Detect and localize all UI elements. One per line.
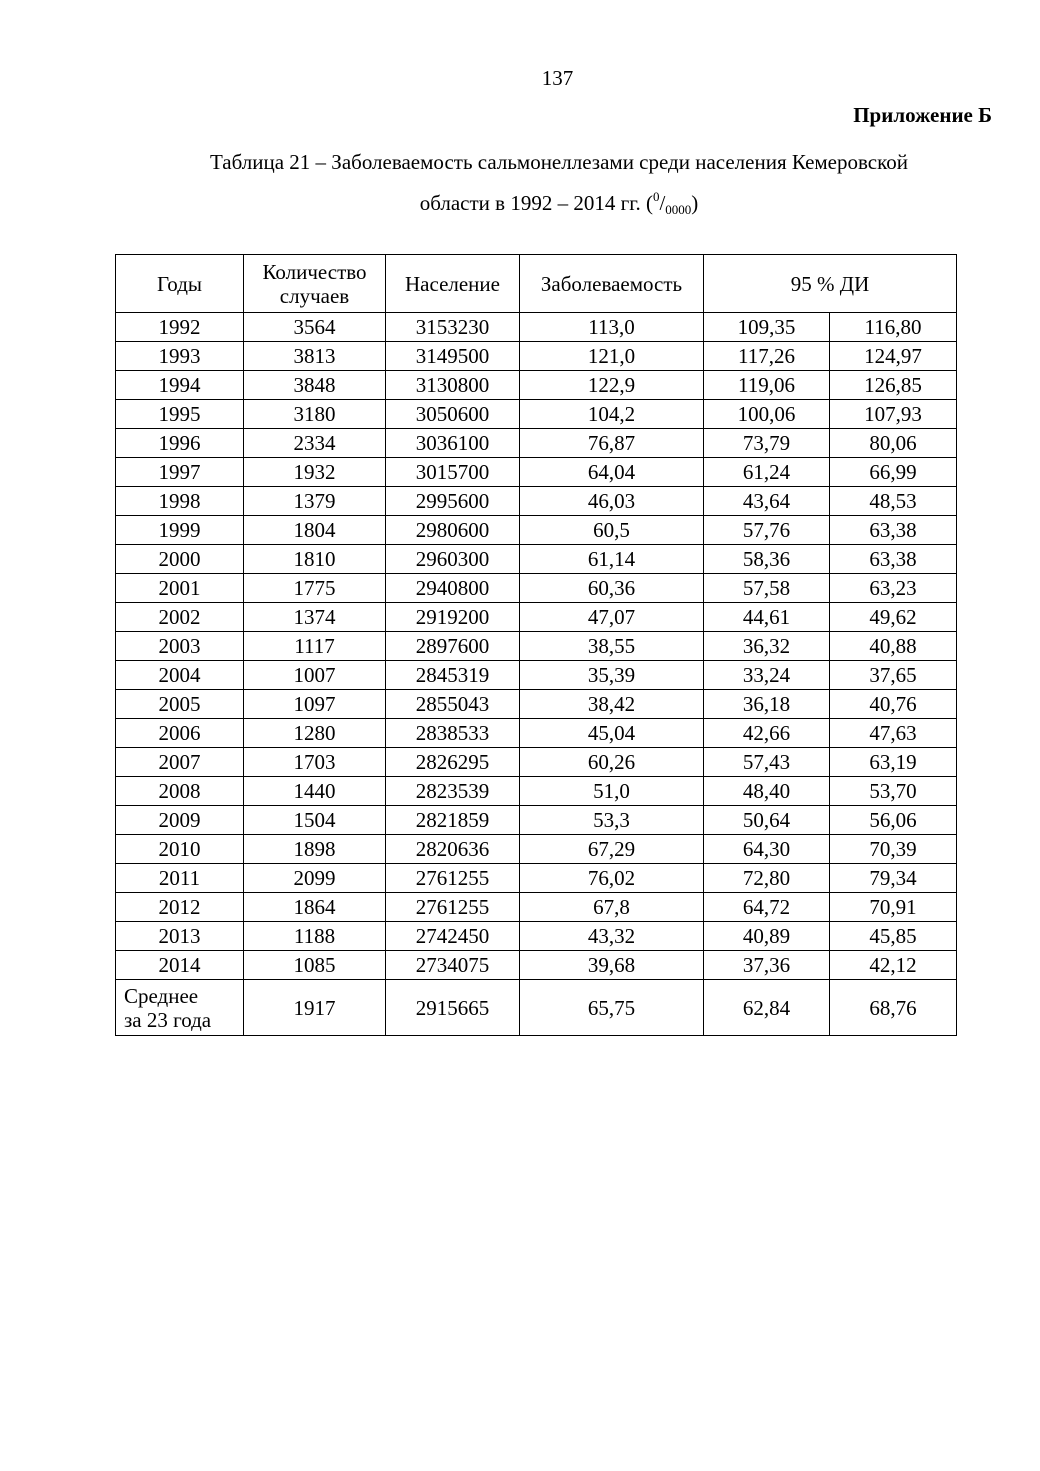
header-year: Годы (116, 255, 244, 313)
average-population: 2915665 (386, 980, 520, 1036)
cell-ci-low: 100,06 (704, 400, 830, 429)
cell-ci-low: 42,66 (704, 719, 830, 748)
cell-incidence: 104,2 (520, 400, 704, 429)
cell-ci-low: 33,24 (704, 661, 830, 690)
cell-year: 2006 (116, 719, 244, 748)
cell-ci-low: 109,35 (704, 313, 830, 342)
cell-ci-low: 36,32 (704, 632, 830, 661)
cell-incidence: 122,9 (520, 371, 704, 400)
table-row (116, 342, 957, 371)
cell-incidence: 38,42 (520, 690, 704, 719)
cell-incidence: 67,29 (520, 835, 704, 864)
cell-incidence: 51,0 (520, 777, 704, 806)
cell-cases: 1775 (244, 574, 386, 603)
cell-year: 1997 (116, 458, 244, 487)
cell-population: 2823539 (386, 777, 520, 806)
cell-ci-low: 61,24 (704, 458, 830, 487)
header-population: Население (386, 255, 520, 313)
table-row (116, 719, 957, 748)
cell-ci-high: 66,99 (830, 458, 957, 487)
cell-population: 3149500 (386, 342, 520, 371)
cell-incidence: 76,87 (520, 429, 704, 458)
page-number: 137 (541, 66, 574, 90)
cell-population: 2838533 (386, 719, 520, 748)
cell-ci-low: 57,76 (704, 516, 830, 545)
cell-ci-high: 40,76 (830, 690, 957, 719)
cell-population: 2742450 (386, 922, 520, 951)
cell-ci-high: 63,23 (830, 574, 957, 603)
cell-year: 2011 (116, 864, 244, 893)
cell-incidence: 64,04 (520, 458, 704, 487)
cell-incidence: 113,0 (520, 313, 704, 342)
table-row (116, 545, 957, 574)
cell-cases: 2099 (244, 864, 386, 893)
average-ci-low: 62,84 (704, 980, 830, 1036)
cell-cases: 1280 (244, 719, 386, 748)
cell-cases: 1374 (244, 603, 386, 632)
table-row (116, 806, 957, 835)
cell-year: 2002 (116, 603, 244, 632)
table-row (116, 429, 957, 458)
cell-population: 2855043 (386, 690, 520, 719)
cell-cases: 3564 (244, 313, 386, 342)
cell-ci-high: 63,38 (830, 545, 957, 574)
cell-cases: 1097 (244, 690, 386, 719)
cell-year: 1995 (116, 400, 244, 429)
table-body (116, 313, 957, 980)
cell-incidence: 60,26 (520, 748, 704, 777)
cell-ci-high: 79,34 (830, 864, 957, 893)
cell-ci-low: 37,36 (704, 951, 830, 980)
table-header-row (116, 255, 957, 313)
average-ci-high: 68,76 (830, 980, 957, 1036)
table-row (116, 748, 957, 777)
cell-ci-high: 124,97 (830, 342, 957, 371)
cell-ci-high: 56,06 (830, 806, 957, 835)
cell-year: 2009 (116, 806, 244, 835)
caption-line-2-text: области в 1992 – 2014 гг. ( (419, 191, 653, 215)
cell-year: 2004 (116, 661, 244, 690)
cell-incidence: 43,32 (520, 922, 704, 951)
cell-cases: 1440 (244, 777, 386, 806)
table-row (116, 487, 957, 516)
cell-ci-high: 80,06 (830, 429, 957, 458)
cell-incidence: 76,02 (520, 864, 704, 893)
average-incidence: 65,75 (520, 980, 704, 1036)
cell-ci-high: 63,38 (830, 516, 957, 545)
cell-cases: 3813 (244, 342, 386, 371)
cell-ci-high: 63,19 (830, 748, 957, 777)
cell-year: 1994 (116, 371, 244, 400)
cell-year: 2005 (116, 690, 244, 719)
cell-population: 2821859 (386, 806, 520, 835)
table-row (116, 690, 957, 719)
cell-cases: 1810 (244, 545, 386, 574)
cell-incidence: 45,04 (520, 719, 704, 748)
cell-ci-high: 116,80 (830, 313, 957, 342)
table-row (116, 951, 957, 980)
table-row (116, 516, 957, 545)
cell-incidence: 47,07 (520, 603, 704, 632)
cell-cases: 2334 (244, 429, 386, 458)
cell-cases: 1864 (244, 893, 386, 922)
table-row (116, 893, 957, 922)
cell-ci-low: 64,72 (704, 893, 830, 922)
cell-incidence: 38,55 (520, 632, 704, 661)
cell-ci-low: 48,40 (704, 777, 830, 806)
cell-year: 1993 (116, 342, 244, 371)
cell-cases: 1504 (244, 806, 386, 835)
cell-population: 2826295 (386, 748, 520, 777)
cell-incidence: 121,0 (520, 342, 704, 371)
cell-year: 2010 (116, 835, 244, 864)
cell-cases: 1117 (244, 632, 386, 661)
average-label-line2: за 23 года (124, 1007, 212, 1032)
cell-ci-low: 72,80 (704, 864, 830, 893)
average-cases: 1917 (244, 980, 386, 1036)
cell-year: 2014 (116, 951, 244, 980)
cell-ci-high: 126,85 (830, 371, 957, 400)
unit-subscript: 0000 (665, 202, 692, 217)
table-row (116, 458, 957, 487)
cell-population: 2995600 (386, 487, 520, 516)
average-label (116, 980, 244, 1036)
cell-ci-low: 119,06 (704, 371, 830, 400)
cell-ci-low: 73,79 (704, 429, 830, 458)
cell-ci-high: 70,39 (830, 835, 957, 864)
cell-year: 2012 (116, 893, 244, 922)
cell-ci-low: 64,30 (704, 835, 830, 864)
cell-cases: 1085 (244, 951, 386, 980)
cell-population: 2980600 (386, 516, 520, 545)
cell-incidence: 46,03 (520, 487, 704, 516)
cell-year: 1996 (116, 429, 244, 458)
cell-ci-high: 70,91 (830, 893, 957, 922)
cell-year: 2007 (116, 748, 244, 777)
header-cases-line1: Количество (262, 259, 367, 284)
cell-ci-low: 50,64 (704, 806, 830, 835)
cell-ci-low: 58,36 (704, 545, 830, 574)
cell-population: 2734075 (386, 951, 520, 980)
cell-ci-low: 57,43 (704, 748, 830, 777)
cell-population: 2960300 (386, 545, 520, 574)
cell-ci-low: 117,26 (704, 342, 830, 371)
unit-superscript: 0 (652, 189, 660, 204)
cell-ci-low: 57,58 (704, 574, 830, 603)
table-row (116, 313, 957, 342)
table-row (116, 835, 957, 864)
incidence-table (115, 254, 957, 1036)
cell-ci-low: 44,61 (704, 603, 830, 632)
cell-year: 2000 (116, 545, 244, 574)
cell-ci-high: 49,62 (830, 603, 957, 632)
cell-cases: 1703 (244, 748, 386, 777)
cell-cases: 1898 (244, 835, 386, 864)
cell-incidence: 39,68 (520, 951, 704, 980)
cell-population: 2940800 (386, 574, 520, 603)
table-row (116, 661, 957, 690)
cell-ci-high: 37,65 (830, 661, 957, 690)
cell-year: 1992 (116, 313, 244, 342)
table-row (116, 400, 957, 429)
cell-ci-high: 53,70 (830, 777, 957, 806)
cell-ci-low: 36,18 (704, 690, 830, 719)
caption-close-paren: ) (691, 191, 699, 215)
table-row (116, 603, 957, 632)
cell-ci-high: 48,53 (830, 487, 957, 516)
cell-year: 1998 (116, 487, 244, 516)
unit-slash: / (659, 191, 666, 215)
cell-population: 2820636 (386, 835, 520, 864)
cell-year: 2013 (116, 922, 244, 951)
cell-population: 2897600 (386, 632, 520, 661)
cell-ci-high: 47,63 (830, 719, 957, 748)
cell-cases: 1804 (244, 516, 386, 545)
cell-ci-high: 107,93 (830, 400, 957, 429)
cell-ci-high: 45,85 (830, 922, 957, 951)
cell-population: 2761255 (386, 893, 520, 922)
header-cases (244, 255, 386, 313)
cell-cases: 1379 (244, 487, 386, 516)
appendix-label: Приложение Б (853, 103, 992, 127)
table-row-average (116, 980, 957, 1036)
caption-line-1: Таблица 21 – Заболеваемость сальмонеллезами среди населения Кемеровской (209, 150, 908, 174)
cell-incidence: 60,5 (520, 516, 704, 545)
table-row (116, 777, 957, 806)
cell-year: 2008 (116, 777, 244, 806)
cell-ci-high: 40,88 (830, 632, 957, 661)
cell-incidence: 67,8 (520, 893, 704, 922)
cell-ci-low: 40,89 (704, 922, 830, 951)
cell-population: 2845319 (386, 661, 520, 690)
cell-population: 2919200 (386, 603, 520, 632)
cell-incidence: 53,3 (520, 806, 704, 835)
cell-population: 3036100 (386, 429, 520, 458)
cell-incidence: 60,36 (520, 574, 704, 603)
cell-cases: 1007 (244, 661, 386, 690)
header-ci: 95 % ДИ (704, 255, 957, 313)
cell-incidence: 35,39 (520, 661, 704, 690)
table-row (116, 574, 957, 603)
cell-cases: 1188 (244, 922, 386, 951)
cell-year: 2001 (116, 574, 244, 603)
cell-population: 3130800 (386, 371, 520, 400)
header-incidence: Заболеваемость (520, 255, 704, 313)
cell-year: 2003 (116, 632, 244, 661)
cell-cases: 1932 (244, 458, 386, 487)
cell-cases: 3180 (244, 400, 386, 429)
cell-year: 1999 (116, 516, 244, 545)
table-caption (116, 142, 1002, 224)
cell-ci-low: 43,64 (704, 487, 830, 516)
cell-incidence: 61,14 (520, 545, 704, 574)
cell-population: 2761255 (386, 864, 520, 893)
cell-population: 3015700 (386, 458, 520, 487)
table-row (116, 632, 957, 661)
cell-population: 3050600 (386, 400, 520, 429)
cell-ci-high: 42,12 (830, 951, 957, 980)
table-row (116, 864, 957, 893)
caption-line-2 (116, 183, 1002, 224)
average-label-line1: Среднее (124, 983, 199, 1008)
cell-population: 3153230 (386, 313, 520, 342)
table-row (116, 371, 957, 400)
header-cases-line2: случаев (279, 283, 350, 308)
cell-cases: 3848 (244, 371, 386, 400)
table-row (116, 922, 957, 951)
